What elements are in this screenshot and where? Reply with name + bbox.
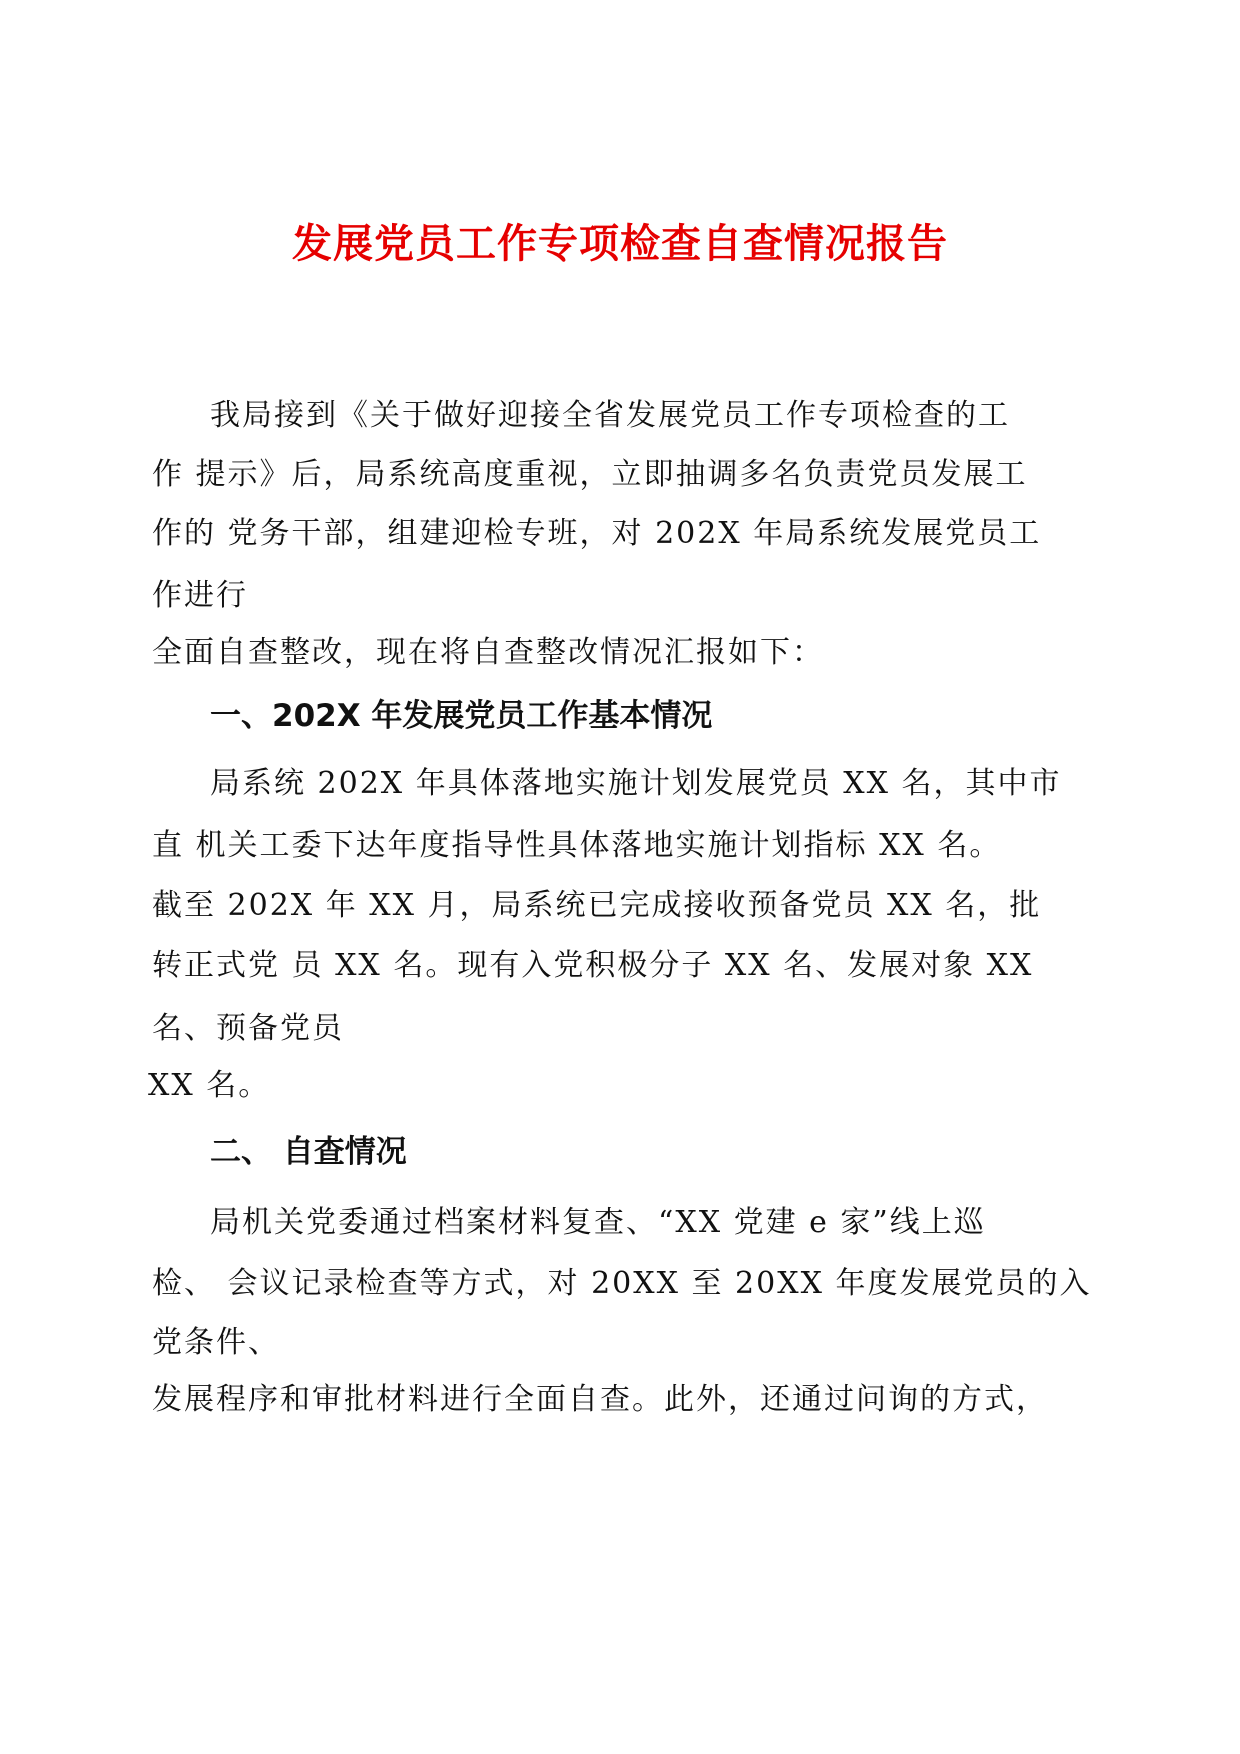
paragraph-1-line-5: 全面自查整改，现在将自查整改情况汇报如下：	[152, 635, 824, 670]
paragraph-3-line-1: 局机关党委通过档案材料复查、“XX 党建 e 家”线上巡	[210, 1205, 986, 1240]
paragraph-2-line-1: 局系统 202X 年具体落地实施计划发展党员 XX 名，其中市	[210, 766, 1062, 801]
document-title: 发展党员工作专项检查自查情况报告	[292, 221, 948, 267]
paragraph-2-line-2: 直 机关工委下达年度指导性具体落地实施计划指标 XX 名。	[152, 828, 1002, 863]
paragraph-3-line-2: 检、 会议记录检查等方式，对 20XX 至 20XX 年度发展党员的入	[152, 1266, 1092, 1301]
paragraph-1-line-3: 作的 党务干部，组建迎检专班，对 202X 年局系统发展党员工	[152, 516, 1042, 551]
paragraph-2-line-4: 转正式党 员 XX 名。现有入党积极分子 XX 名、发展对象 XX	[152, 948, 1034, 983]
paragraph-3-line-3: 党条件、	[152, 1325, 280, 1360]
paragraph-1-line-4: 作进行	[152, 578, 248, 613]
paragraph-2-line-5: 名、预备党员	[152, 1011, 344, 1046]
paragraph-2-line-6: XX 名。	[148, 1068, 271, 1103]
section-heading-2: 二、 自查情况	[210, 1134, 407, 1170]
section-heading-1: 一、202X 年发展党员工作基本情况	[210, 698, 713, 734]
paragraph-1-line-1: 我局接到《关于做好迎接全省发展党员工作专项检查的工	[210, 398, 1010, 433]
paragraph-3-line-4: 发展程序和审批材料进行全面自查。此外，还通过问询的方式，	[152, 1382, 1048, 1417]
paragraph-2-line-3: 截至 202X 年 XX 月，局系统已完成接收预备党员 XX 名，批	[152, 888, 1042, 923]
paragraph-1-line-2: 作 提示》后，局系统高度重视，立即抽调多名负责党员发展工	[152, 457, 1028, 492]
